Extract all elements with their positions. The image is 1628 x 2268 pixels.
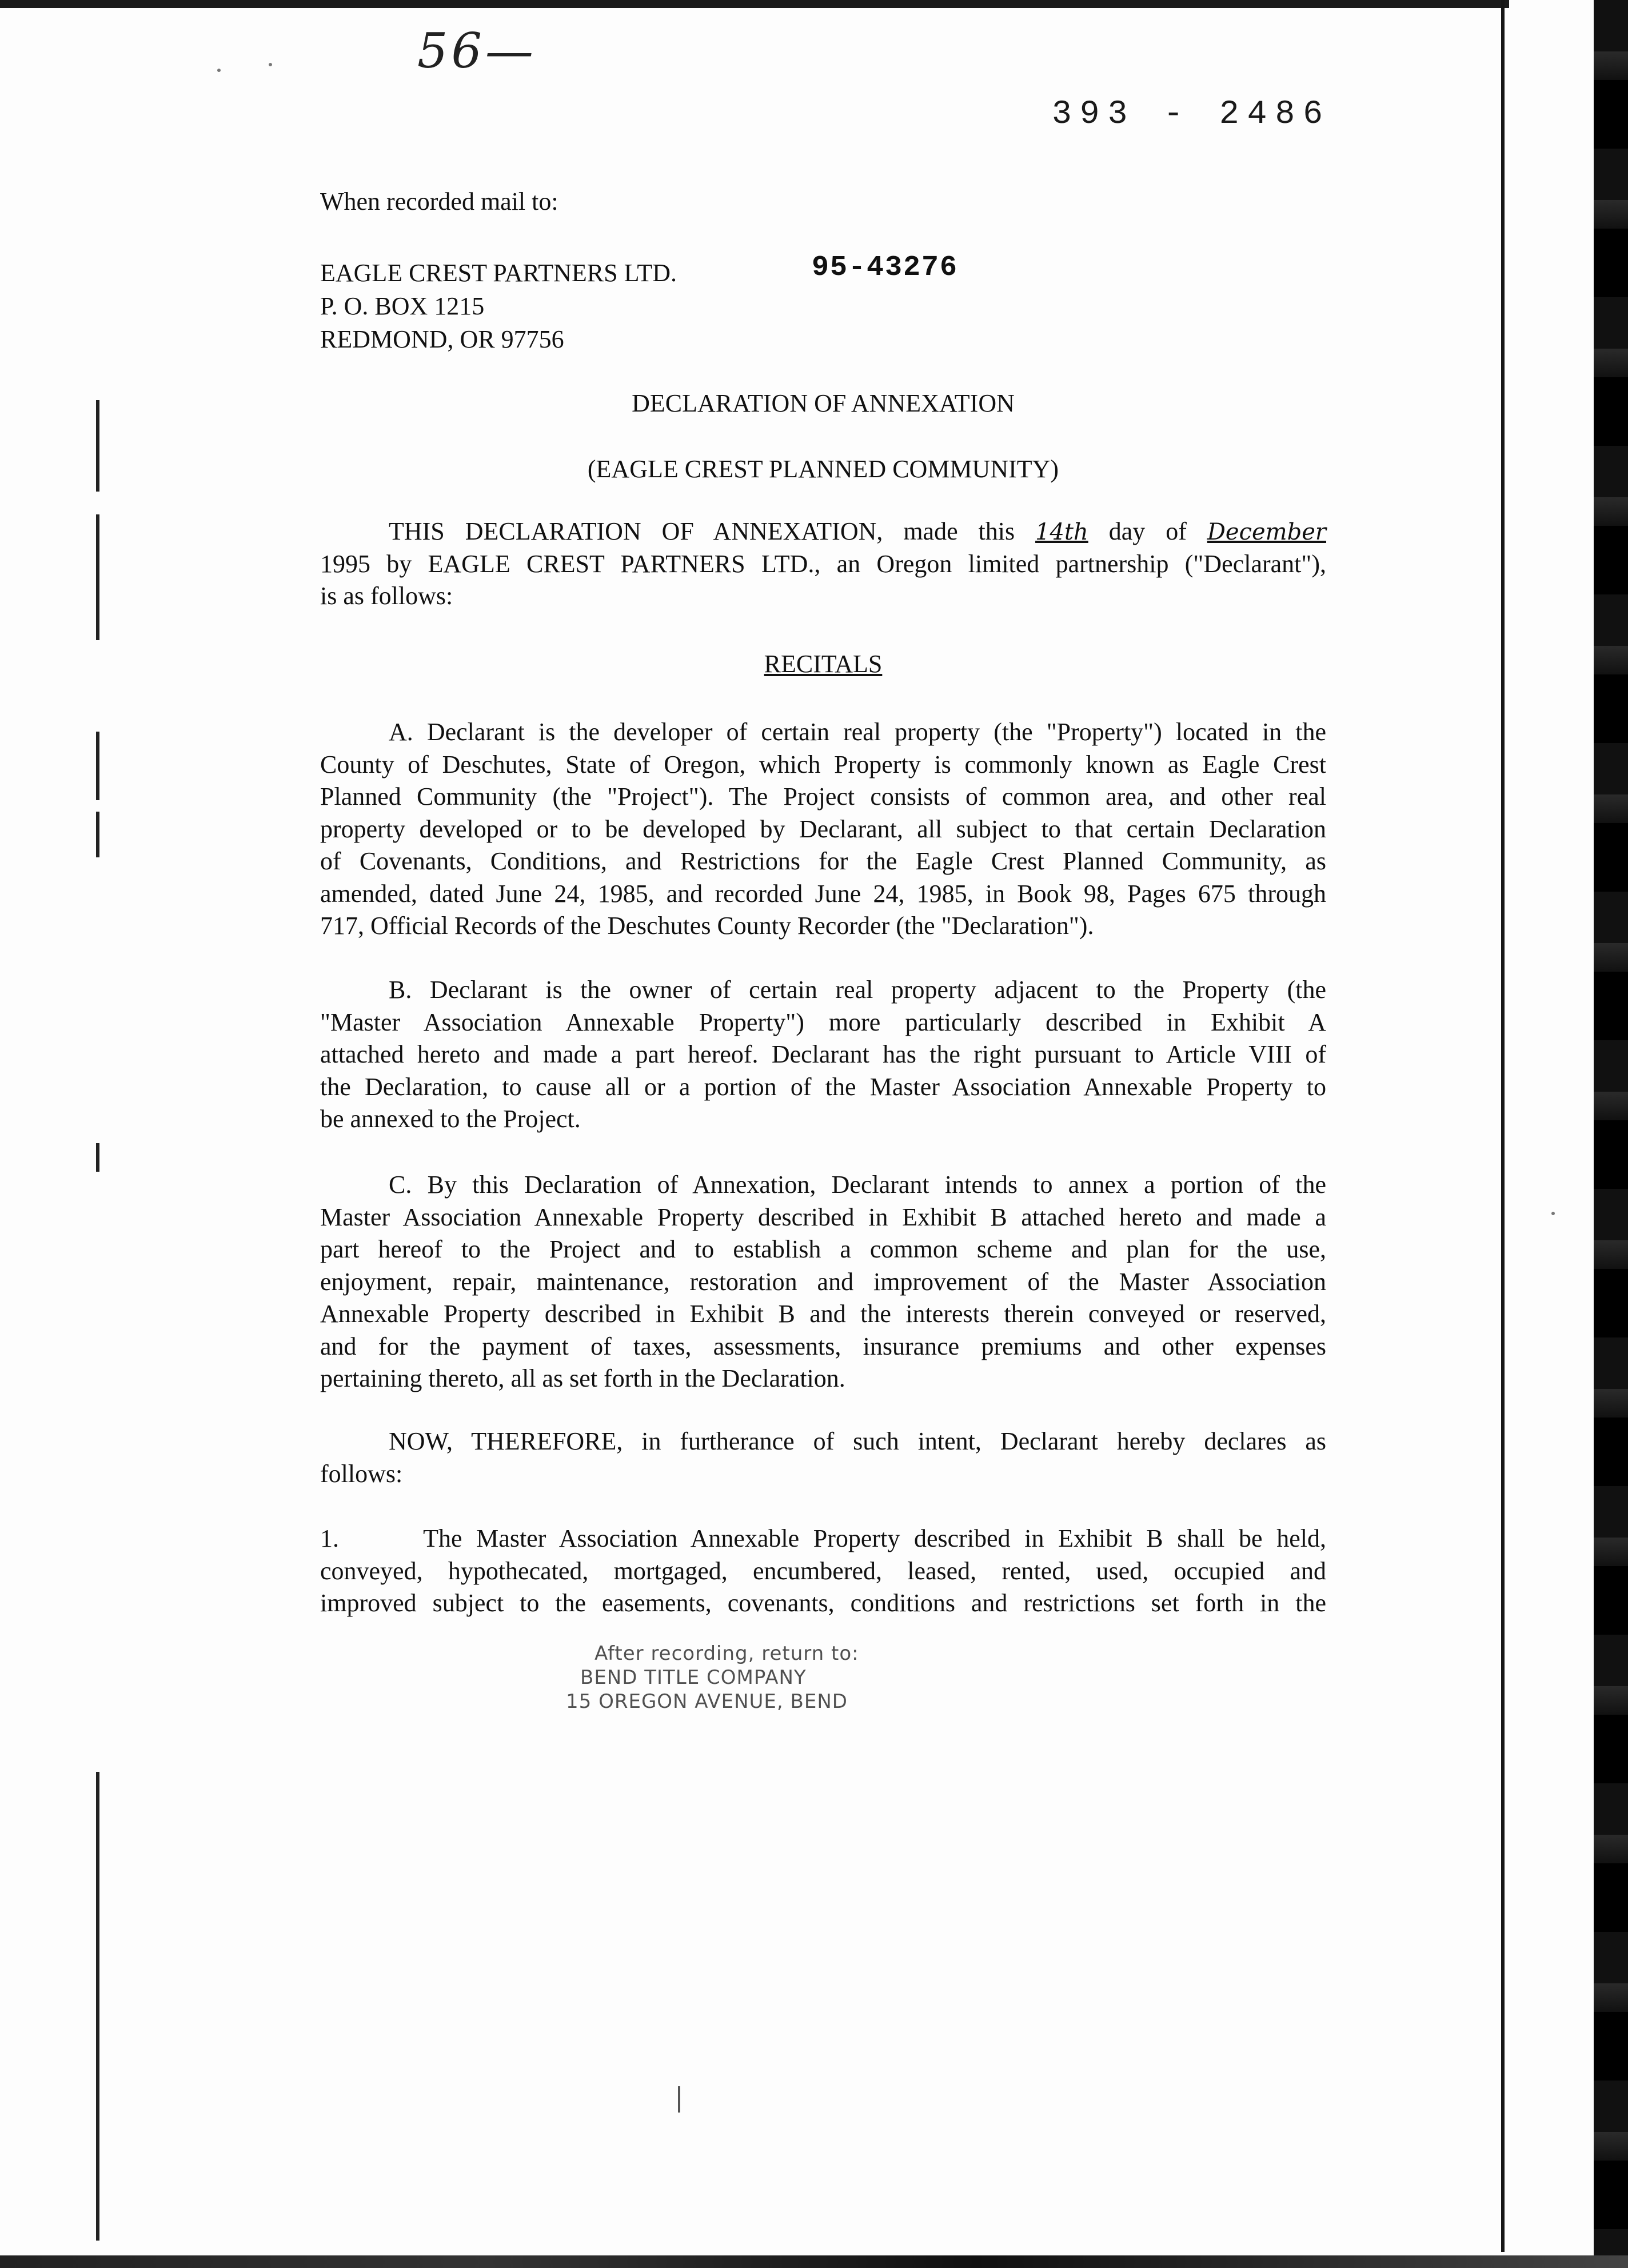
handwritten-page-mark: 56— xyxy=(417,23,537,79)
recording-number: 95-43276 xyxy=(812,251,959,284)
paragraph-line: follows: xyxy=(320,1459,403,1488)
paragraph-line: the Declaration, to cause all or a portion of the Master Association Annexable Property to xyxy=(320,1072,1326,1101)
scan-speck xyxy=(217,69,221,72)
handwritten-month: December xyxy=(1207,519,1327,545)
paragraph-line: "Master Association Annexable Property") more particularly described in Exhibit A xyxy=(320,1008,1326,1036)
scan-mark xyxy=(678,2086,680,2113)
paragraph-line: part hereof to the Project and to establish a common scheme and plan for the use, xyxy=(320,1235,1326,1263)
stamp-line: 15 OREGON AVENUE, BEND xyxy=(566,1690,848,1713)
address-line: P. O. BOX 1215 xyxy=(320,292,485,320)
paragraph-line: and for the payment of taxes, assessments, insurance premiums and other expenses xyxy=(320,1332,1326,1360)
scan-mark-left xyxy=(96,514,99,640)
paragraph-line: A. Declarant is the developer of certain real property (the "Property") located in the xyxy=(389,718,1326,746)
scan-edge-right xyxy=(1594,0,1628,2268)
stamp-line: BEND TITLE COMPANY xyxy=(580,1666,807,1689)
return-stamp xyxy=(566,1642,875,1714)
recital-c xyxy=(320,1169,1326,1395)
scan-edge-line-right xyxy=(1501,0,1505,2252)
scan-speck xyxy=(269,63,272,66)
recorder-document-number: 393 - 2486 xyxy=(1052,96,1331,133)
paragraph-line: improved subject to the easements, covenants, conditions and restrictions set forth in the xyxy=(320,1589,1326,1617)
intro-line: THIS DECLARATION OF ANNEXATION, made this 14th day of December xyxy=(389,517,1327,545)
paragraph-line: B. Declarant is the owner of certain real property adjacent to the Property (the xyxy=(389,976,1326,1004)
intro-paragraph xyxy=(320,516,1326,613)
paragraph-line: Planned Community (the "Project"). The Project consists of common area, and other real xyxy=(320,782,1326,810)
scan-mark-left xyxy=(96,1143,99,1172)
paragraph-line: County of Deschutes, State of Oregon, which Property is commonly known as Eagle Crest xyxy=(320,750,1326,778)
intro-line: 1995 by EAGLE CREST PARTNERS LTD., an Oregon limited partnership ("Declarant"), xyxy=(320,549,1326,578)
paragraph-line: of Covenants, Conditions, and Restrictions for the Eagle Crest Planned Community, as xyxy=(320,847,1326,875)
address-line: EAGLE CREST PARTNERS LTD. xyxy=(320,259,677,287)
paragraph-line: Annexable Property described in Exhibit B and the interests therein conveyed or reserved, xyxy=(320,1300,1326,1328)
scan-mark-left xyxy=(96,1772,99,2241)
section-1-paragraph xyxy=(320,1523,1326,1620)
handwritten-day: 14th xyxy=(1035,519,1088,545)
scan-mark-left xyxy=(96,732,99,800)
paragraph-line: property developed or to be developed by Declarant, all subject to that certain Declaration xyxy=(320,814,1326,843)
document-subtitle: (EAGLE CREST PLANNED COMMUNITY) xyxy=(587,455,1059,483)
now-therefore-paragraph xyxy=(320,1426,1326,1490)
scan-mark-left xyxy=(96,812,99,857)
recital-b xyxy=(320,974,1326,1136)
scan-edge-top xyxy=(0,0,1509,8)
document-title: DECLARATION OF ANNEXATION xyxy=(632,389,1015,417)
paragraph-line: NOW, THEREFORE, in furtherance of such intent, Declarant hereby declares as xyxy=(389,1427,1326,1455)
recital-a xyxy=(320,716,1326,943)
paragraph-line: C. By this Declaration of Annexation, Declarant intends to annex a portion of the xyxy=(389,1171,1326,1199)
mail-to-label: When recorded mail to: xyxy=(320,187,558,215)
return-address xyxy=(320,257,677,357)
scan-edge-bottom xyxy=(0,2255,1628,2268)
paragraph-line: amended, dated June 24, 1985, and recorded June 24, 1985, in Book 98, Pages 675 through xyxy=(320,879,1326,908)
paragraph-line: conveyed, hypothecated, mortgaged, encumbered, leased, rented, used, occupied and xyxy=(320,1556,1326,1585)
paragraph-line: enjoyment, repair, maintenance, restoration and improvement of the Master Association xyxy=(320,1267,1326,1296)
paragraph-line: 717, Official Records of the Deschutes County Recorder (the "Declaration"). xyxy=(320,912,1094,940)
intro-line: is as follows: xyxy=(320,582,453,610)
paragraph-line: be annexed to the Project. xyxy=(320,1105,581,1133)
paragraph-line: 1. The Master Association Annexable Property described in Exhibit B shall be held, xyxy=(320,1524,1326,1552)
scan-mark-left xyxy=(96,400,99,492)
stamp-line: After recording, return to: xyxy=(594,1642,859,1665)
paragraph-line: Master Association Annexable Property described in Exhibit B attached hereto and made a xyxy=(320,1203,1326,1231)
paragraph-line: pertaining thereto, all as set forth in the Declaration. xyxy=(320,1364,845,1392)
paragraph-line: attached hereto and made a part hereof. Declarant has the right pursuant to Article VIII of xyxy=(320,1040,1326,1068)
scan-speck xyxy=(1551,1212,1555,1215)
recitals-heading: RECITALS xyxy=(764,650,883,678)
address-line: REDMOND, OR 97756 xyxy=(320,325,564,353)
